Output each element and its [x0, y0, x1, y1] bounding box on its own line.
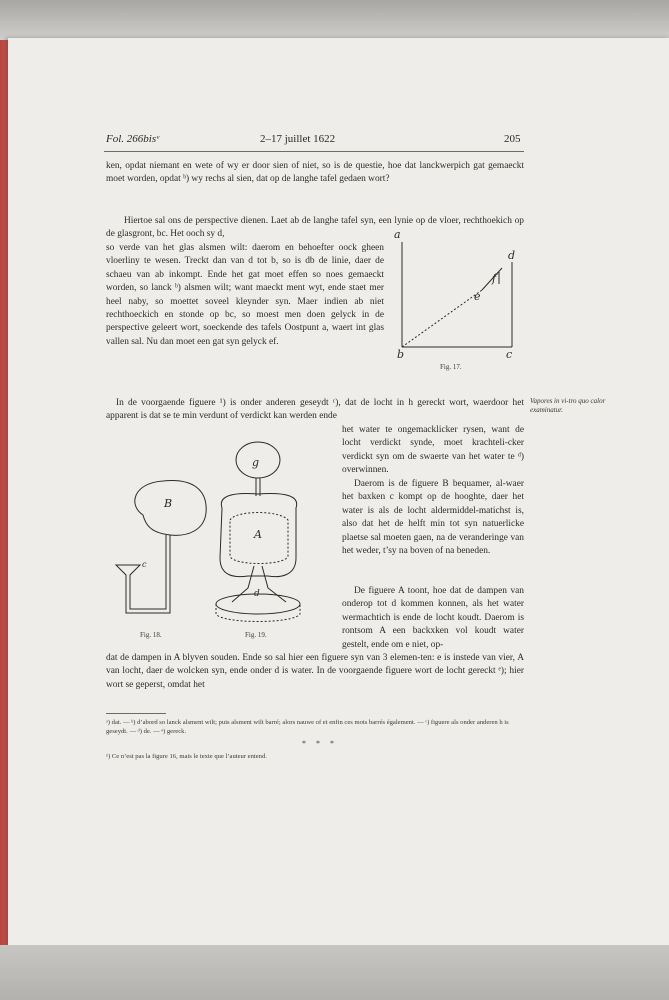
- fig17-label-a: a: [394, 228, 401, 241]
- footnote-1: ¹) Ce n’est pas la figure 16, mais le texte que l’auteur entend.: [106, 753, 267, 760]
- fig17-label-e: e: [474, 290, 481, 303]
- fig17-label-b: b: [397, 348, 405, 361]
- fig17-label-c: c: [506, 348, 513, 361]
- fig17-label-f: f: [492, 272, 497, 285]
- figure-18: [108, 475, 218, 625]
- paragraph-2-full: Hiertoe sal ons de perspective dienen. Laet ab de langhe tafel syn, een lynie op de vloer, rechthoekich op de glasgront, bc. Het ooch sy d,: [106, 216, 524, 240]
- fig17-label-d: d: [508, 249, 516, 262]
- running-header-date: 2–17 juillet 1622: [260, 133, 336, 145]
- fig19-caption: Fig. 19.: [245, 631, 267, 639]
- running-header-folio: Fol. 266bisᵛ: [106, 133, 160, 145]
- fig17-caption: Fig. 17.: [440, 363, 462, 371]
- paragraph-3-continued: het water te ongemacklicker rysen, want de locht verdickt synde, moet krachteli-cker verdickt syn om de swaerte van het water te ᵈ) overwinnen.: [342, 425, 524, 476]
- paragraph-3: In de voorgaende figuere ¹) is onder anderen geseydt ᶜ), dat de locht in h gereckt wort, waerdoor het apparent is dat se te min verdunt of verdickt kan werden ende: [106, 398, 524, 422]
- fig18-caption: Fig. 18.: [140, 631, 162, 639]
- margin-note: Vapores in vi-tro quo calor examinatur.: [530, 397, 606, 414]
- footnote-separator: * * *: [302, 739, 338, 748]
- figure-19: [208, 438, 308, 628]
- paragraph-5: De figuere A toont, hoe dat de dampen van onderop tot d kommen konnen, als het water wermachtich is ende de locht koudt. Daerom is rontsom A een backxken vol koudt water gestelt, ende om e niet, op-: [342, 586, 524, 650]
- header-rule: [104, 151, 524, 152]
- page-number: 205: [504, 133, 521, 145]
- paragraph-2-narrow: so verde van het glas alsmen wilt: daerom en behoefter oock gheen vloerliny te wesen. Treckt dan van d tot b, so is db de linie, daer de schaeu van ab inkompt. Ende het gat moet effen so noes gemaeckt worden, so lanck ᵇ) alsmen wilt; want maeckt ment wyt, ende staet mer heel naby, so moettet soveel kleynder syn. Maer indien ab niet rechthoeckich en stonde op bc, so moest men doen gelyck in de perspective geleert wort, soeckende des tafels Oostpunt a, waert int glas vallen sal. Nu dan moet een gat syn gelyck ef.: [106, 243, 384, 347]
- fig18-label-B: B: [164, 497, 173, 510]
- fig19-label-A: A: [254, 528, 262, 541]
- paragraph-1: ken, opdat niemant en wete of wy er door sien of niet, so is de questie, hoe dat lanckwerpich gat gemaeckt moet worden, opdat ᵇ) wy rechs al sien, dat op de langhe tafel gedaen wort?: [106, 161, 524, 185]
- footnote-variants: ᵃ) dat. — ᵇ) d’abord so lanck alsment wilt; puis alsment wilt barré; alors nauwe of et enfin ces mots barrés également. — ᶜ) figuere als onder anderen h is geseydt. — ᵈ) de. — ᵉ) gereck.: [106, 719, 509, 735]
- footnote-rule: [106, 713, 166, 714]
- figure-17: [390, 222, 520, 362]
- paragraph-4: Daerom is de figuere B bequamer, al-waer het baxken c kompt op de hooghte, daer het water is als de locht aldermiddel-matichst is, also dat het de helft min tot syn natuerlicke plaetse sal moeten gaen, na de veranderinge van het weder, t’sy na boven of na beneden.: [342, 479, 524, 557]
- fig19-label-d: d: [254, 589, 260, 599]
- fig19-label-g: g: [252, 456, 260, 469]
- paragraph-6: dat de dampen in A blyven souden. Ende so sal hier een figuere syn van 3 elemen-ten: e is instede van vier, A van locht, daer de wolcken syn, ende onder d is water. In de voorgaende figuere wort de locht gereckt ᵉ); hier wort se geperst, omdat het: [106, 653, 524, 690]
- photo-background-bottom: [0, 945, 669, 1000]
- fig18-label-c: c: [142, 560, 147, 569]
